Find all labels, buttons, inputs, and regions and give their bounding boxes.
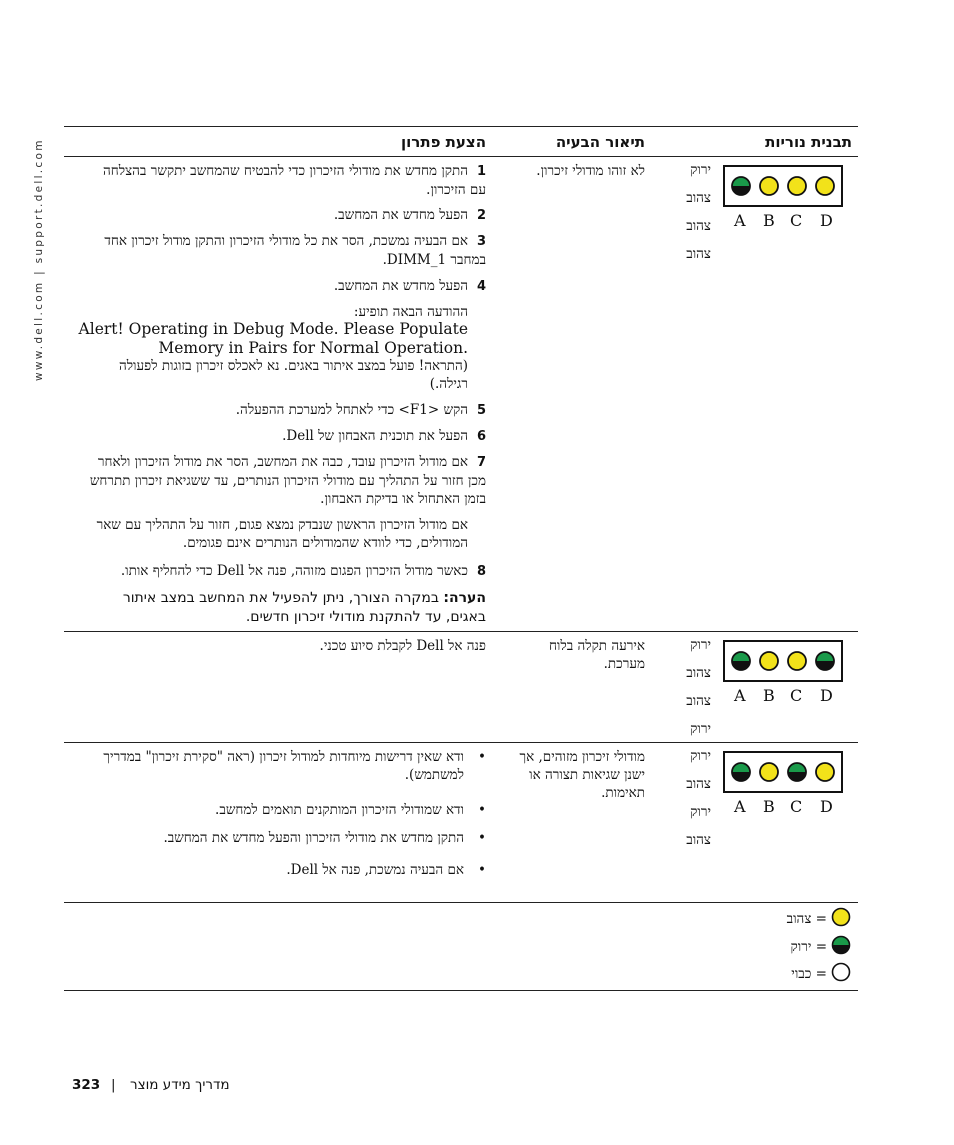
- solution-text: פנה אל Dell לקבלת סיוע טכני.: [319, 638, 486, 654]
- led-green-icon: [831, 935, 851, 959]
- step-number: 2: [476, 208, 486, 223]
- page-number: 323: [72, 1077, 101, 1093]
- led-color-label: ירוק: [690, 637, 711, 653]
- solution-bullet: [86, 829, 486, 847]
- led-letter: C: [790, 211, 803, 230]
- led-letter: A: [734, 211, 746, 230]
- solution-step: [86, 162, 486, 199]
- legend-dot: [833, 964, 850, 981]
- bullet-text: • התקן מחדש את מודולי הזיכרון והפעל מחדש את המחשב.: [163, 830, 464, 846]
- led-color-label: ירוק: [690, 804, 711, 820]
- solution-step: [86, 427, 486, 446]
- led-letter: C: [790, 797, 803, 816]
- led-letter: D: [820, 686, 833, 705]
- led-color-label: צהוב: [686, 693, 711, 709]
- bullet-text: • ודא שאין דרישות מיוחדות למודול זיכרון (ראה "סקירת זיכרון" במדריך למשתמש).: [103, 749, 464, 783]
- header-solution: הצעת פתרון: [401, 133, 486, 151]
- solution-bullet: [86, 801, 486, 819]
- led-off-icon: [831, 962, 851, 986]
- table-top-rule: [64, 126, 858, 127]
- led-color-label: צהוב: [686, 218, 711, 234]
- bullet-text: • ודא שמודולי הזיכרון המותקנים תואמים למחשב.: [215, 802, 464, 818]
- footer-title: מדריך מידע מוצר: [130, 1077, 230, 1093]
- led-color-label: צהוב: [686, 190, 711, 206]
- led-pattern-box: [723, 751, 843, 793]
- solution-bullet: [86, 861, 486, 879]
- led-letter: B: [763, 686, 775, 705]
- led-yellow-icon: [816, 763, 834, 781]
- side-url: www.dell.com | support.dell.com: [33, 138, 45, 382]
- bullet-text: • אם הבעיה נמשכת, פנה אל Dell.: [286, 862, 464, 878]
- solution-step: [86, 232, 486, 269]
- message-english-line1: Alert! Operating in Debug Mode. Please Populate: [78, 320, 468, 338]
- step-text: הפעל את תוכנית האבחון של Dell.: [282, 428, 468, 444]
- led-pattern-box: [723, 165, 843, 207]
- step-text: הפעל מחדש את המחשב.: [333, 278, 468, 294]
- row-divider: [64, 742, 858, 743]
- led-yellow-icon: [831, 907, 851, 931]
- led-color-label: ירוק: [690, 721, 711, 737]
- legend-label: = צהוב: [786, 911, 827, 927]
- note: [106, 589, 486, 627]
- step-text: אם מודול הזיכרון עובד, כבה את המחשב, הסר את מודול הזיכרון ולאחר מכן חזור על התהליך עם מודולי הזיכרון הנותרים, עד ששגיאת זיכרון תתרחש בזמן האתחול או בדיקת האבחון.: [89, 454, 486, 507]
- step-text: כאשר מודול הזיכרון הפגום מזוהה, פנה אל Dell כדי להחליף אותו.: [120, 563, 468, 579]
- solution-bullet: [86, 748, 486, 784]
- led-letter: C: [790, 686, 803, 705]
- legend-item-green: [791, 935, 851, 959]
- step-text: הקש <F1> כדי לאתחל למערכת ההפעלה.: [235, 402, 468, 418]
- message-intro: ההודעה הבאה תופיע:: [353, 304, 468, 320]
- led-green-icon: [788, 763, 806, 781]
- step-number: 1: [476, 164, 486, 179]
- step-text: הפעל מחדש את המחשב.: [333, 207, 468, 223]
- note-label: הערה:: [443, 590, 486, 606]
- led-color-label: ירוק: [690, 162, 711, 178]
- row-divider: [64, 902, 858, 903]
- led-letter: D: [820, 797, 833, 816]
- table-bottom-rule: [64, 990, 858, 991]
- message-translation: (התראה! פועל במצב איתור באגים. נא לאכלס זיכרון בזוגות לפעולה רגילה.): [118, 358, 468, 392]
- solution-step: [86, 453, 486, 508]
- led-letter: B: [763, 211, 775, 230]
- message-english-line2: Memory in Pairs for Normal Operation.: [158, 339, 468, 357]
- led-yellow-icon: [760, 763, 778, 781]
- led-green-icon: [732, 763, 750, 781]
- step-text: התקן מחדש את מודולי הזיכרון כדי להבטיח שהמחשב יתקשר בהצלחה עם הזיכרון.: [103, 163, 486, 198]
- legend-item-off: [791, 962, 851, 986]
- footer-separator: |: [111, 1077, 116, 1093]
- problem-description: אירעה תקלה בלוח מערכת.: [548, 638, 645, 672]
- led-green-icon: [816, 652, 834, 670]
- led-color-label: ירוק: [690, 748, 711, 764]
- legend-item-yellow: [787, 907, 851, 931]
- header-bottom-rule: [64, 156, 858, 157]
- header-pattern: תבנית נוריות: [765, 133, 852, 151]
- led-letter: D: [820, 211, 833, 230]
- led-color-label: צהוב: [686, 832, 711, 848]
- step-number: 4: [476, 279, 486, 294]
- led-yellow-icon: [788, 177, 806, 195]
- led-yellow-icon: [788, 652, 806, 670]
- solution-paragraph: אם מודול הזיכרון הראשון שנבדק נמצא פגום, חזור על התהליך עם שאר המודולים, כדי לוודא שהמודולים הנותרים אינם פגומים.: [96, 517, 468, 551]
- led-color-label: צהוב: [686, 776, 711, 792]
- led-letter: A: [734, 797, 746, 816]
- solution-step: [86, 206, 486, 225]
- led-yellow-icon: [816, 177, 834, 195]
- step-number: 3: [476, 234, 486, 249]
- step-number: 5: [476, 403, 486, 418]
- step-text: אם הבעיה נמשכת, הסר את כל מודולי הזיכרון והתקן מודול זיכרון אחד במחבר DIMM_1.: [104, 233, 486, 268]
- solution-step: [86, 401, 486, 420]
- led-color-label: צהוב: [686, 665, 711, 681]
- note-text: במקרה הצורך, ניתן להפעיל את המחשב במצב איתור באגים, עד להתקנת מודולי זיכרון חדשים.: [122, 590, 486, 625]
- led-yellow-icon: [760, 177, 778, 195]
- legend-label: = ירוק: [790, 939, 827, 955]
- led-green-icon: [732, 652, 750, 670]
- solution-step: [86, 277, 486, 296]
- legend-label: = כבוי: [791, 966, 827, 982]
- led-letter: B: [763, 797, 775, 816]
- step-number: 6: [476, 429, 486, 444]
- header-problem: תיאור הבעיה: [555, 133, 645, 151]
- step-number: 7: [476, 455, 486, 470]
- led-yellow-icon: [760, 652, 778, 670]
- led-pattern-box: [723, 640, 843, 682]
- step-number: 8: [476, 564, 486, 579]
- led-green-icon: [732, 177, 750, 195]
- led-letter: A: [734, 686, 746, 705]
- problem-description: מודולי זיכרון מזוהים, אך ישנן שגיאות תצורה או תאימות.: [519, 749, 645, 801]
- legend-dot: [833, 909, 850, 926]
- solution-step: [66, 562, 486, 581]
- problem-description: לא זוהו מודולי זיכרון.: [536, 163, 645, 179]
- led-color-label: צהוב: [686, 246, 711, 262]
- row-divider: [64, 631, 858, 632]
